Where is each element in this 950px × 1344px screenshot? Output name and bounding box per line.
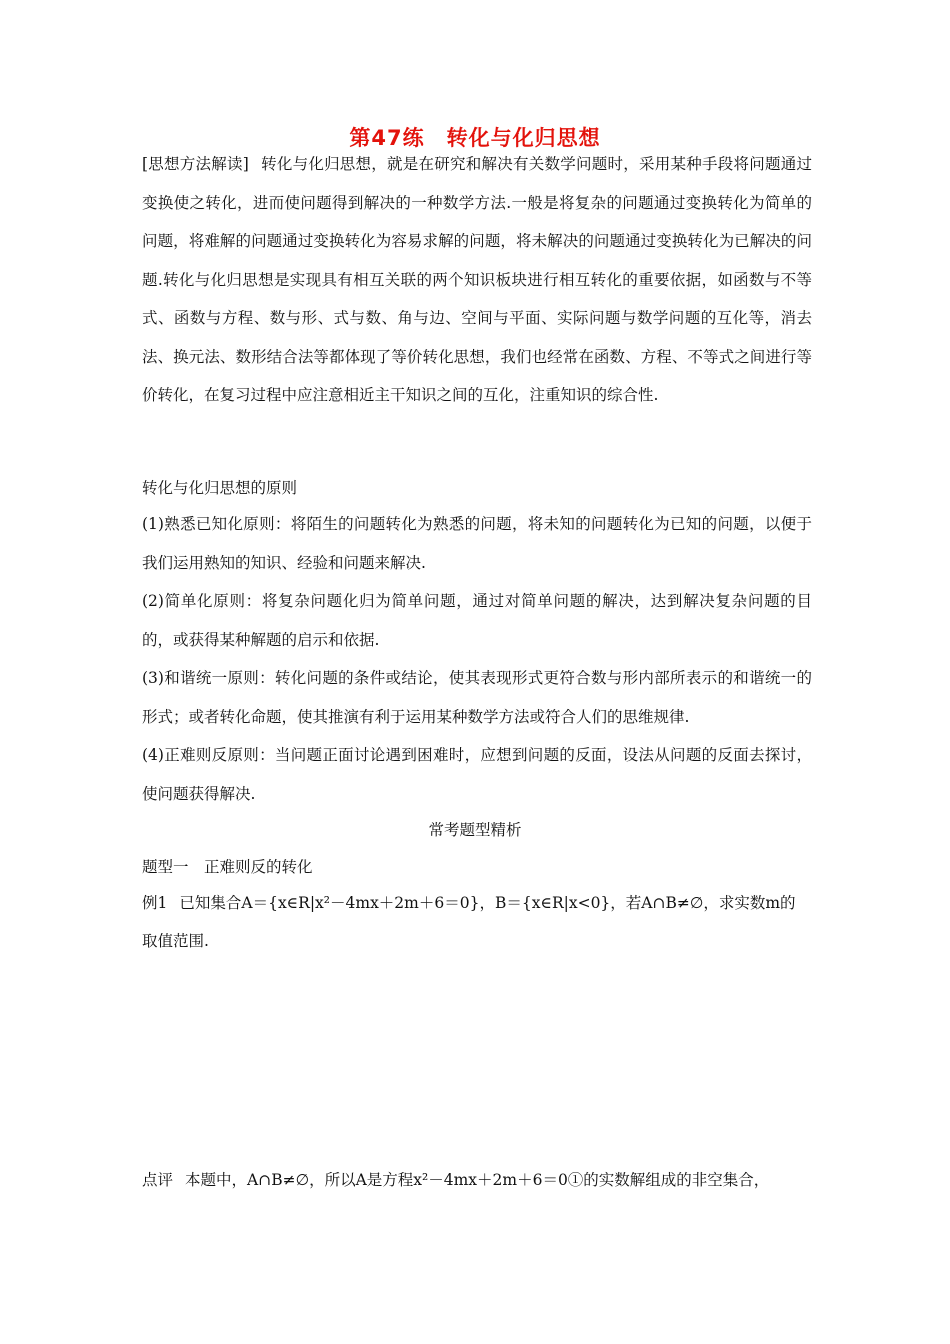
principle-1: (1)熟悉已知化原则：将陌生的问题转化为熟悉的问题，将未知的问题转化为已知的问题，以便于我们运用熟知的知识、经验和问题来解决. [142, 515, 812, 572]
example-label: 例1 [142, 894, 168, 912]
principles-heading: 转化与化归思想的原则 [142, 479, 298, 497]
page-title: 第47练 转化与化归思想 [349, 126, 601, 150]
principle-4: (4)正难则反原则：当问题正面讨论遇到困难时，应想到问题的反面，设法从问题的反面去探讨，使问题获得解决. [142, 746, 812, 803]
principle-3: (3)和谐统一原则：转化问题的条件或结论，使其表现形式更符合数与形内部所表示的和谐统一的形式；或者转化命题，使其推演有利于运用某种数学方法或符合人们的思维规律. [142, 669, 812, 726]
comment [142, 1169, 769, 1191]
set-b: B＝{x∈R|x<0} [494, 894, 611, 912]
set-a: A＝{x∈R|x²－4mx＋2m＋6＝0} [241, 894, 480, 912]
comment-text: 本题中，A∩B≠∅，所以A是方程x²－4mx＋2m＋6＝0①的实数解组成的非空集合， [185, 1171, 770, 1189]
comment-label: 点评 [142, 1171, 174, 1189]
example-sep: ， [479, 894, 495, 912]
type1-heading: 题型一 正难则反的转化 [142, 858, 313, 876]
section-heading: 常考题型精析 [428, 821, 522, 839]
example-1 [142, 892, 796, 914]
example-text-a: 已知集合 [179, 894, 242, 912]
example-1-cont: 取值范围. [142, 932, 209, 950]
intro-paragraph [142, 145, 812, 415]
example-text-b: ，若A∩B≠∅，求实数m的 [610, 894, 796, 912]
intro-text: 转化与化归思想，就是在研究和解决有关数学问题时，采用某种手段将问题通过变换使之转化，进而使问题得到解决的一种数学方法.一般是将复杂的问题通过变换转化为简单的问题，将难解的问题通过变换转化为容易求解的问题，将未解决的问题通过变换转化为已解决的问题.转化与化归思想是实现具有相互关联的两个知识板块进行相互转化的重要依据，如函数与不等式、函数与方程、数与形、式与数、角与边、空间与平面、实际问题与数学问题的互化等，消去法、换元法、数形结合法等都体现了等价转化思想，我们也经常在函数、方程、不等式之间进行等价转化，在复习过程中应注意相近主干知识之间的互化，注重知识的综合性. [142, 155, 812, 404]
principle-2: (2)简单化原则：将复杂问题化归为简单问题，通过对简单问题的解决，达到解决复杂问题的目的，或获得某种解题的启示和依据. [142, 592, 812, 649]
intro-label: [思想方法解读] [142, 155, 249, 173]
